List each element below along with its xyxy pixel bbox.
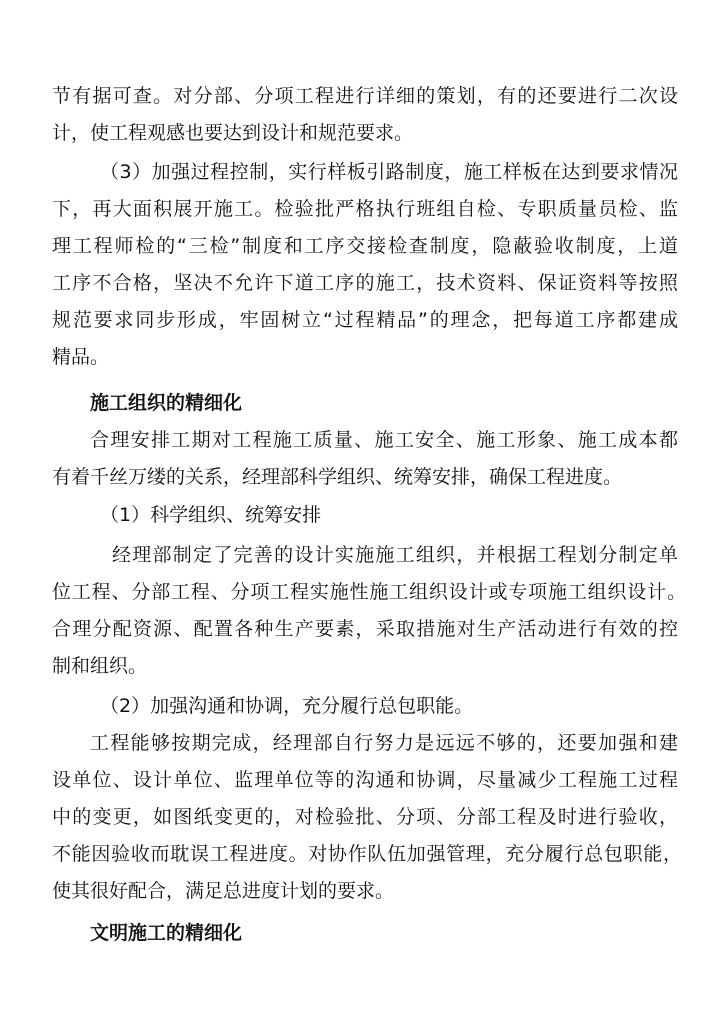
text-line: 工序不合格，坚决不允许下道工序的施工，技术资料、保证资料等按照	[52, 272, 678, 294]
text-line: 合理分配资源、配置各种生产要素，采取措施对生产活动进行有效的控	[52, 618, 678, 640]
text-line: 工程能够按期完成，经理部自行努力是远远不够的，还要加强和建	[90, 732, 678, 754]
text-line: 规范要求同步形成，牢固树立“过程精品”的理念，把每道工序都建成	[52, 309, 678, 331]
text-line: 设单位、设计单位、监理单位等的沟通和协调，尽量减少工程施工过程	[52, 769, 678, 791]
paragraph-item-1	[52, 497, 678, 534]
text-line: 合理安排工期对工程施工质量、施工安全、施工形象、施工成本都	[90, 429, 678, 451]
paragraph-coordination	[52, 725, 682, 910]
section-heading-construction-organization	[52, 385, 678, 422]
text-line: 使其很好配合，满足总进度计划的要求。	[52, 880, 395, 902]
text-line: 精品。	[52, 346, 110, 368]
text-line: 经理部制定了完善的设计实施施工组织，并根据工程划分制定单	[112, 544, 678, 566]
heading-text: 文明施工的精细化	[90, 922, 243, 944]
paragraph-schedule-overview	[52, 422, 678, 496]
text-line: 制和组织。	[52, 655, 148, 677]
section-heading-civilized-construction	[52, 915, 678, 952]
paragraph-organization-design	[52, 537, 686, 685]
text-line: （3）加强过程控制，实行样板引路制度，施工样板在达到要求情况	[100, 161, 678, 183]
paragraph-item-3	[52, 154, 678, 376]
paragraph-continuation	[52, 78, 678, 152]
text-line: 有着千丝万缕的关系，经理部科学组织、统筹安排，确保工程进度。	[52, 466, 623, 488]
text-line: 下，再大面积展开施工。检验批严格执行班组自检、专职质量员检、监	[52, 198, 678, 220]
text-line: 计，使工程观感也要达到设计和规范要求。	[52, 122, 414, 144]
text-line: 不能因验收而耽误工程进度。对协作队伍加强管理，充分履行总包职能，	[52, 843, 682, 865]
text-line: 节有据可查。对分部、分项工程进行详细的策划，有的还要进行二次设	[52, 85, 678, 107]
text-line: （1）科学组织、统筹安排	[100, 504, 322, 526]
heading-text: 施工组织的精细化	[90, 392, 243, 414]
text-line: 中的变更，如图纸变更的，对检验批、分项、分部工程及时进行验收，	[52, 806, 678, 828]
text-line: （2）加强沟通和协调，充分履行总包职能。	[100, 695, 474, 717]
text-line: 理工程师检的“三检”制度和工序交接检查制度，隐蔽验收制度，上道	[52, 235, 678, 257]
text-line: 位工程、分部工程、分项工程实施性施工组织设计或专项施工组织设计。	[52, 581, 686, 603]
paragraph-item-2	[52, 688, 678, 725]
